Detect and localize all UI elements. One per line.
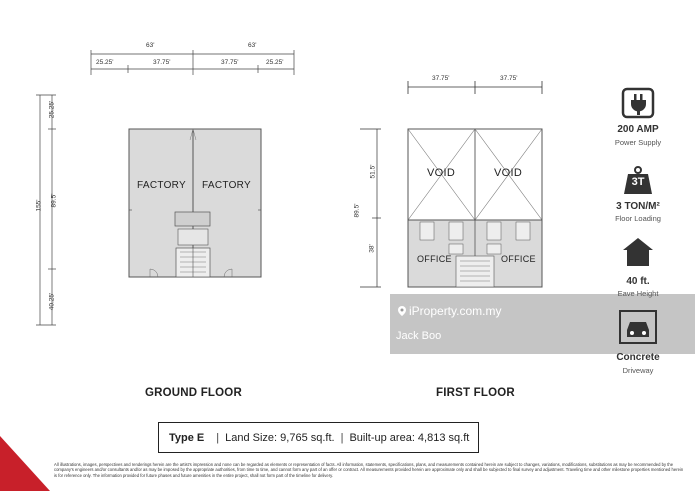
ff-left-dim-upper: 51.5' xyxy=(369,164,377,179)
gf-left-dim-bottom: 40.25' xyxy=(48,292,56,311)
spec-power-value: 200 AMP xyxy=(617,124,659,135)
gf-sub-dim-1: 25.25' xyxy=(96,59,114,66)
ff-room-office-right: OFFICE xyxy=(501,254,536,264)
summary-separator: | xyxy=(340,431,344,444)
spec-loading-label: Floor Loading xyxy=(615,214,661,223)
spec-eave-value: 40 ft. xyxy=(626,276,650,287)
watermark-brand: iProperty.com.my xyxy=(409,304,502,318)
location-pin-icon xyxy=(396,304,408,316)
gf-left-dim-total: 155' xyxy=(35,199,43,212)
gf-top-dim-right: 63' xyxy=(248,42,257,49)
built-up-area: Built-up area: 4,813 sq.ft xyxy=(349,431,470,444)
gf-left-dim-mid: 89.5' xyxy=(50,193,58,208)
ff-room-void-left: VOID xyxy=(427,167,456,179)
unit-summary-box xyxy=(158,422,479,453)
first-floor-title: FIRST FLOOR xyxy=(436,387,515,399)
ff-top-dim-right: 37.75' xyxy=(500,75,518,82)
gf-room-factory-left: FACTORY xyxy=(137,180,186,191)
summary-separator: | xyxy=(216,431,220,444)
spec-driveway-label: Driveway xyxy=(622,366,654,375)
floor-loading-icon xyxy=(622,166,654,196)
gf-top-dim-left: 63' xyxy=(146,42,155,49)
power-plug-icon xyxy=(621,87,655,119)
ground-floor-title: GROUND FLOOR xyxy=(145,387,242,399)
spec-loading-value: 3 TON/M² xyxy=(616,201,660,212)
floor-loading-icon-text: 3T xyxy=(631,176,645,188)
spec-driveway-value: Concrete xyxy=(616,352,660,363)
land-size: Land Size: 9,765 sq.ft. xyxy=(225,431,335,444)
ff-room-void-right: VOID xyxy=(494,167,523,179)
gf-sub-dim-3: 37.75' xyxy=(221,59,239,66)
gf-sub-dim-4: 25.25' xyxy=(266,59,284,66)
spec-power-label: Power Supply xyxy=(614,138,662,147)
gf-room-factory-right: FACTORY xyxy=(202,180,251,191)
disclaimer-text: All illustrations, images, perspectives and renderings herein are the artist's impression and none can be regarded as elements or representation of facts. All information, statements, specifications, plans, and measurements contained herein are subject to changes, variations, modifications, substitutions as may be recommended by the company's engineers and/or consultants and/or as may be imposed by the appropriate authorities, from time to time, and cannot form any part of an offer or contract. All measurements provided herein are approximate only and shall be subjected to final survey and adjustment. Traveling time and other milestone properties mentioned herein is for reference only. The information provided for future phases and future amenities in the entire project, shall not form part of the timeline for delivery. xyxy=(54,462,684,478)
car-driveway-icon xyxy=(619,310,657,344)
ff-left-dim-lower: 38' xyxy=(368,244,376,253)
spec-eave-label: Eave Height xyxy=(617,289,659,298)
red-corner-accent xyxy=(0,436,50,491)
gf-left-dim-top: 25.25' xyxy=(48,100,56,119)
watermark-agent: Jack Boo xyxy=(396,330,442,342)
unit-type: Type E xyxy=(169,431,205,444)
ff-room-office-left: OFFICE xyxy=(417,254,452,264)
house-height-icon xyxy=(621,236,655,268)
ff-left-dim-total: 89.5' xyxy=(353,203,361,218)
ff-top-dim-left: 37.75' xyxy=(432,75,450,82)
gf-sub-dim-2: 37.75' xyxy=(153,59,171,66)
